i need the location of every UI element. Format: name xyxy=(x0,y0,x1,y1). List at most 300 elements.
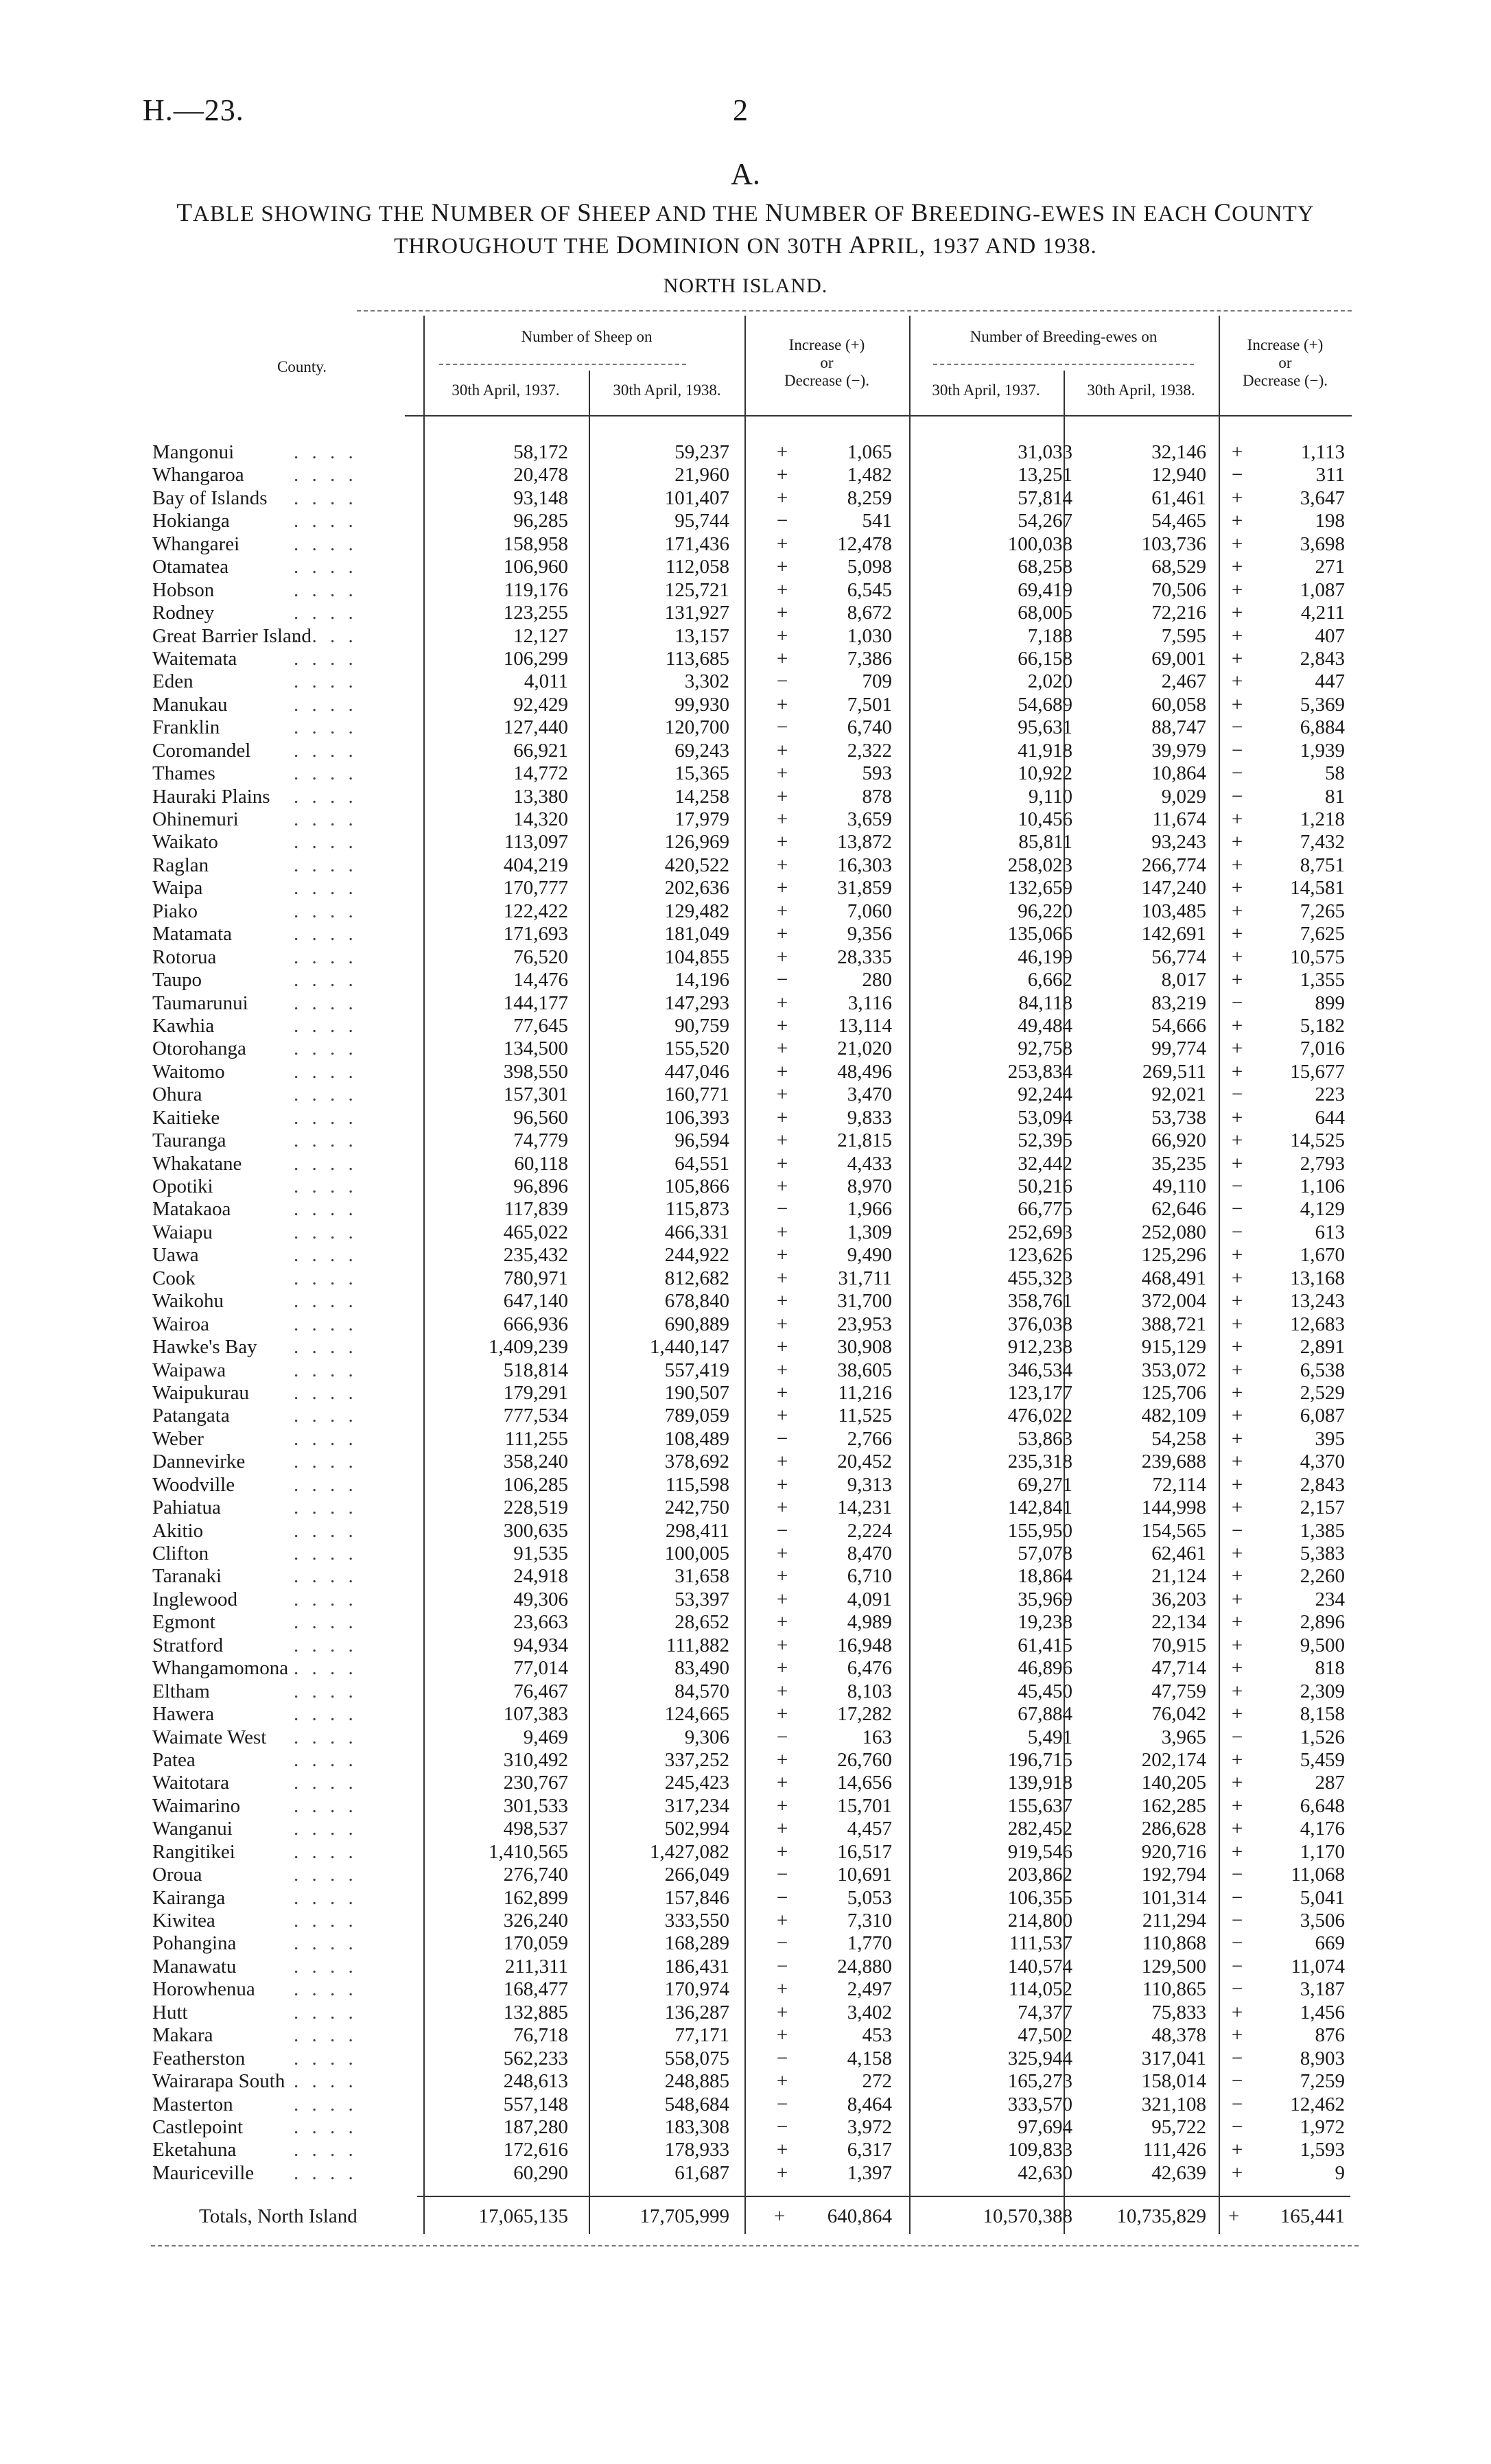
leader-dots: . . . . xyxy=(294,556,357,578)
sheep-1937: 144,177 xyxy=(503,992,568,1014)
sheep-change: 28,335 xyxy=(837,946,892,968)
sheep-change: 280 xyxy=(862,969,892,992)
table-row xyxy=(0,1887,1491,1910)
county-name: Waikato xyxy=(152,831,218,854)
sheep-1937: 66,921 xyxy=(513,739,568,762)
sheep-change: 1,770 xyxy=(847,1932,892,1955)
ewes-change-sign: + xyxy=(1231,1037,1243,1060)
sheep-change-sign: + xyxy=(776,831,788,854)
county-name: Hokianga xyxy=(152,510,230,532)
county-name: Whangaroa xyxy=(152,464,244,486)
sheep-change: 3,402 xyxy=(847,2001,892,2023)
leader-dots: . . . . xyxy=(294,1014,357,1037)
county-name: Waitemata xyxy=(152,647,237,670)
sheep-change-sign: − xyxy=(776,2047,788,2069)
ewes-change-sign: + xyxy=(1231,1290,1243,1313)
ewes-change-sign: + xyxy=(1231,969,1243,992)
table-row xyxy=(0,1910,1491,1932)
table-row xyxy=(0,625,1491,648)
ewes-1938: 11,674 xyxy=(1152,808,1206,830)
ewes-change-sign: + xyxy=(1231,1129,1243,1152)
ewes-1938: 47,759 xyxy=(1151,1680,1206,1702)
ewes-change: 58 xyxy=(1325,762,1345,785)
leader-dots: . . . . xyxy=(294,1703,357,1726)
sheep-1937: 12,127 xyxy=(513,624,568,647)
sheep-1937: 562,233 xyxy=(503,2047,568,2069)
county-name: Mauriceville xyxy=(152,2161,255,2184)
sheep-1937: 23,663 xyxy=(513,1611,568,1634)
ewes-change: 8,751 xyxy=(1300,854,1345,876)
ewes-1937: 140,574 xyxy=(1007,1955,1072,1978)
sheep-1938: 96,594 xyxy=(674,1129,729,1152)
county-name: Rotorua xyxy=(152,946,217,968)
sheep-change-sign: − xyxy=(776,1198,788,1221)
sheep-1938: 266,049 xyxy=(664,1864,729,1886)
totals-ewes-change: 165,441 xyxy=(1280,2205,1345,2227)
totals-sheep-change: 640,864 xyxy=(827,2205,892,2227)
sheep-change: 5,053 xyxy=(847,1886,892,1909)
leader-dots: . . . . xyxy=(294,1497,357,1519)
sheep-1937: 96,896 xyxy=(513,1175,568,1197)
leader-dots: . . . . xyxy=(294,624,357,647)
ewes-1937: 54,267 xyxy=(1018,510,1072,532)
sheep-1937: 127,440 xyxy=(503,716,568,739)
sheep-change: 26,760 xyxy=(837,1748,892,1771)
sheep-1938: 548,684 xyxy=(664,2093,729,2115)
sheep-1938: 244,922 xyxy=(664,1244,729,1267)
sheep-change: 3,972 xyxy=(847,2115,892,2138)
sheep-1938: 77,171 xyxy=(674,2024,729,2047)
ewes-1938: 162,285 xyxy=(1141,1794,1206,1817)
ewes-1937: 66,775 xyxy=(1018,1198,1072,1221)
sheep-change-sign: − xyxy=(776,2115,788,2138)
ewes-1937: 912,238 xyxy=(1007,1336,1072,1359)
sheep-1938: 101,407 xyxy=(664,486,729,509)
county-name: Waiapu xyxy=(152,1221,213,1243)
ewes-change-sign: − xyxy=(1231,716,1243,739)
ewes-change: 5,041 xyxy=(1300,1886,1345,1909)
ewes-change: 2,793 xyxy=(1300,1152,1345,1175)
sheep-1938: 248,885 xyxy=(664,2070,729,2093)
county-name: Castlepoint xyxy=(152,2115,244,2138)
sheep-1937: 76,520 xyxy=(513,946,568,968)
ewes-change: 9 xyxy=(1335,2161,1345,2184)
totals-sheep-1937: 17,065,135 xyxy=(478,2205,568,2227)
sheep-change-sign: + xyxy=(776,1497,788,1519)
sheep-change-sign: + xyxy=(776,1175,788,1197)
sheep-1938: 690,889 xyxy=(664,1313,729,1335)
table-row xyxy=(0,1841,1491,1864)
ewes-change-sign: + xyxy=(1231,1106,1243,1129)
sheep-1938: 136,287 xyxy=(664,2001,729,2023)
table-row xyxy=(0,1772,1491,1794)
sheep-change-sign: + xyxy=(776,900,788,922)
sheep-change-sign: + xyxy=(776,693,788,716)
ewes-change-sign: + xyxy=(1231,1336,1243,1359)
table-row xyxy=(0,1542,1491,1565)
sheep-1938: 115,873 xyxy=(665,1198,729,1221)
ewes-1937: 203,862 xyxy=(1007,1864,1072,1886)
ewes-1937: 114,052 xyxy=(1008,1978,1072,2001)
sheep-change-sign: + xyxy=(776,1381,788,1404)
sheep-1937: 170,777 xyxy=(503,877,568,900)
sheep-change: 1,482 xyxy=(847,464,892,486)
table-row xyxy=(0,2139,1491,2161)
ewes-1937: 46,896 xyxy=(1018,1657,1072,1680)
county-name: Pohangina xyxy=(152,1932,237,1955)
leader-dots: . . . . xyxy=(294,946,357,968)
ewes-change: 7,265 xyxy=(1300,900,1345,922)
sheep-1938: 3,302 xyxy=(684,670,729,693)
sheep-change: 16,303 xyxy=(837,854,892,876)
table-row xyxy=(0,969,1491,992)
county-name: Wanganui xyxy=(152,1818,233,1840)
ewes-1937: 66,158 xyxy=(1018,647,1072,670)
sheep-1937: 24,918 xyxy=(513,1565,568,1588)
sheep-change-sign: + xyxy=(776,2070,788,2093)
ewes-1937: 49,484 xyxy=(1018,1014,1072,1037)
leader-dots: . . . . xyxy=(294,1634,357,1656)
sheep-change: 16,517 xyxy=(837,1840,892,1863)
ewes-change: 1,939 xyxy=(1300,739,1345,762)
sheep-change-sign: + xyxy=(776,1634,788,1656)
leader-dots: . . . . xyxy=(294,2115,357,2138)
sheep-1938: 83,490 xyxy=(674,1657,729,1680)
county-name: Horowhenua xyxy=(152,1978,255,2001)
ewes-1937: 139,918 xyxy=(1007,1772,1072,1794)
ewes-change-sign: + xyxy=(1231,900,1243,922)
ewes-change-sign: − xyxy=(1231,1886,1243,1909)
county-name: Kaitieke xyxy=(152,1106,220,1129)
ewes-change-sign: + xyxy=(1231,1060,1243,1083)
ewes-change-sign: + xyxy=(1231,1359,1243,1381)
ewes-1937: 7,188 xyxy=(1027,624,1072,647)
ewes-change: 9,500 xyxy=(1300,1634,1345,1656)
sheep-change: 2,497 xyxy=(847,1978,892,2001)
ewes-change: 8,903 xyxy=(1300,2047,1345,2069)
sheep-change-sign: + xyxy=(776,1290,788,1313)
sheep-1938: 13,157 xyxy=(674,624,729,647)
sheep-1938: 53,397 xyxy=(674,1588,729,1610)
ewes-1937: 61,415 xyxy=(1018,1634,1072,1656)
ewes-1938: 286,628 xyxy=(1141,1818,1206,1840)
sheep-1937: 498,537 xyxy=(503,1818,568,1840)
ewes-1938: 95,722 xyxy=(1151,2115,1206,2138)
sheep-1938: 155,520 xyxy=(664,1037,729,1060)
ewes-1938: 103,736 xyxy=(1141,532,1206,555)
sheep-change: 8,470 xyxy=(847,1542,892,1564)
header-change-ewes: Increase (+) or Decrease (−). xyxy=(1242,336,1328,389)
caption-line-2: THROUGHOUT THE DOMINION ON 30TH APRIL, 1937 AND 1938. xyxy=(394,231,1097,259)
county-name: Oroua xyxy=(152,1864,202,1886)
ewes-1937: 74,377 xyxy=(1018,2001,1072,2023)
ewes-1937: 47,502 xyxy=(1018,2024,1072,2047)
county-name: Makara xyxy=(152,2024,213,2047)
sheep-1938: 181,049 xyxy=(664,923,729,946)
ewes-1937: 919,546 xyxy=(1007,1840,1072,1863)
ewes-change-sign: + xyxy=(1231,831,1243,854)
leader-dots: . . . . xyxy=(294,1657,357,1680)
sheep-1937: 106,299 xyxy=(503,647,568,670)
sheep-change: 4,457 xyxy=(847,1818,892,1840)
sheep-change: 31,700 xyxy=(837,1290,892,1313)
sheep-change-sign: + xyxy=(776,578,788,601)
totals-ewes-sign: + xyxy=(1228,2205,1240,2227)
sheep-1938: 112,058 xyxy=(665,556,729,578)
sheep-change: 9,356 xyxy=(847,923,892,946)
sheep-1938: 61,687 xyxy=(674,2161,729,2184)
table-row xyxy=(0,464,1491,486)
table-row xyxy=(0,1198,1491,1221)
table-row xyxy=(0,992,1491,1015)
sheep-1937: 117,839 xyxy=(504,1198,568,1221)
ewes-change: 2,891 xyxy=(1300,1336,1345,1359)
table-row xyxy=(0,740,1491,762)
leader-dots: . . . . xyxy=(294,2047,357,2069)
sheep-1937: 170,059 xyxy=(503,1932,568,1955)
ewes-1938: 47,714 xyxy=(1151,1657,1206,1680)
ewes-change-sign: − xyxy=(1231,1726,1243,1748)
county-name: Mangonui xyxy=(152,441,235,463)
section-letter: A. xyxy=(731,157,760,191)
leader-dots: . . . . xyxy=(294,716,357,739)
sheep-1937: 113,097 xyxy=(504,831,568,854)
ewes-1938: 211,294 xyxy=(1142,1910,1206,1932)
table-row xyxy=(0,1107,1491,1129)
table-row xyxy=(0,694,1491,716)
ewes-change-sign: + xyxy=(1231,1588,1243,1610)
sheep-1938: 129,482 xyxy=(664,900,729,922)
sheep-change: 30,908 xyxy=(837,1336,892,1359)
ewes-change-sign: + xyxy=(1231,647,1243,670)
ewes-change-sign: − xyxy=(1231,464,1243,486)
ewes-1937: 455,323 xyxy=(1007,1267,1072,1289)
ewes-change: 12,683 xyxy=(1290,1313,1345,1335)
ewes-1938: 62,646 xyxy=(1151,1198,1206,1221)
totals-rule xyxy=(417,2196,1350,2197)
leader-dots: . . . . xyxy=(294,1129,357,1152)
sheep-change-sign: + xyxy=(776,2161,788,2184)
sheep-change: 16,948 xyxy=(837,1634,892,1656)
table-row xyxy=(0,1313,1491,1336)
county-name: Kiwitea xyxy=(152,1910,215,1932)
ewes-1938: 192,794 xyxy=(1141,1864,1206,1886)
ewes-change-sign: + xyxy=(1231,2161,1243,2184)
sheep-change: 8,672 xyxy=(847,602,892,624)
leader-dots: . . . . xyxy=(294,1405,357,1427)
table-row xyxy=(0,1932,1491,1955)
county-name: Tauranga xyxy=(152,1129,226,1152)
sheep-change-sign: + xyxy=(776,1772,788,1794)
sheep-1937: 647,140 xyxy=(503,1290,568,1313)
sheep-change: 4,158 xyxy=(847,2047,892,2069)
county-name: Otamatea xyxy=(152,556,229,578)
totals-sheep-1938: 17,705,999 xyxy=(639,2205,729,2227)
ewes-change: 1,526 xyxy=(1300,1726,1345,1748)
county-name: Great Barrier Island xyxy=(152,624,312,647)
ewes-change: 407 xyxy=(1315,624,1345,647)
leader-dots: . . . . xyxy=(294,1818,357,1840)
table-row xyxy=(0,2002,1491,2024)
county-name: Wairoa xyxy=(152,1313,210,1335)
ewes-1938: 103,485 xyxy=(1141,900,1206,922)
leader-dots: . . . . xyxy=(294,2139,357,2161)
table-body xyxy=(0,441,1491,2185)
ewes-1938: 158,014 xyxy=(1141,2070,1206,2093)
sheep-1938: 131,927 xyxy=(664,602,729,624)
sheep-1937: 1,409,239 xyxy=(489,1336,568,1359)
sheep-change-sign: + xyxy=(776,556,788,578)
ewes-1937: 41,918 xyxy=(1018,739,1072,762)
ewes-change-sign: − xyxy=(1231,1864,1243,1886)
sheep-change-sign: + xyxy=(776,602,788,624)
sheep-change: 6,710 xyxy=(847,1565,892,1588)
ewes-change: 1,355 xyxy=(1300,969,1345,992)
county-name: Coromandel xyxy=(152,739,251,762)
leader-dots: . . . . xyxy=(294,1864,357,1886)
ewes-1937: 235,318 xyxy=(1007,1451,1072,1473)
sheep-1937: 96,285 xyxy=(513,510,568,532)
sheep-1938: 106,393 xyxy=(664,1106,729,1129)
header-sheep-group: Number of Sheep on xyxy=(521,328,653,345)
ewes-1938: 202,174 xyxy=(1141,1748,1206,1771)
ewes-change-sign: + xyxy=(1231,877,1243,900)
sheep-change-sign: + xyxy=(776,1221,788,1243)
sheep-1937: 777,534 xyxy=(503,1405,568,1427)
sheep-change: 4,091 xyxy=(847,1588,892,1610)
ewes-1937: 325,944 xyxy=(1007,2047,1072,2069)
table-row xyxy=(0,1290,1491,1313)
ewes-1937: 196,715 xyxy=(1007,1748,1072,1771)
ewes-change: 15,677 xyxy=(1290,1060,1345,1083)
sheep-1937: 300,635 xyxy=(503,1519,568,1542)
ewes-change: 13,168 xyxy=(1290,1267,1345,1289)
sheep-change-sign: − xyxy=(776,969,788,992)
leader-dots: . . . . xyxy=(294,1290,357,1313)
ewes-1938: 125,296 xyxy=(1141,1244,1206,1267)
leader-dots: . . . . xyxy=(294,1772,357,1794)
leader-dots: . . . . xyxy=(294,1037,357,1060)
header-ewes-group: Number of Breeding-ewes on xyxy=(970,328,1158,345)
table-row xyxy=(0,877,1491,900)
sheep-1938: 557,419 xyxy=(664,1359,729,1381)
sheep-change-sign: + xyxy=(776,1129,788,1152)
leader-dots: . . . . xyxy=(294,1588,357,1610)
ewes-1937: 96,220 xyxy=(1018,900,1072,922)
ewes-change-sign: + xyxy=(1231,1565,1243,1588)
sheep-change-sign: + xyxy=(776,1336,788,1359)
sheep-change: 2,224 xyxy=(847,1519,892,1542)
table-row xyxy=(0,1221,1491,1244)
sheep-change-sign: + xyxy=(776,1060,788,1083)
ewes-change-sign: − xyxy=(1231,992,1243,1014)
table-row xyxy=(0,1657,1491,1680)
sheep-change-sign: + xyxy=(776,1451,788,1473)
sheep-1937: 14,476 xyxy=(513,969,568,992)
sub-heading: NORTH ISLAND. xyxy=(663,274,828,297)
ewes-change: 1,670 xyxy=(1300,1244,1345,1267)
sheep-change: 10,691 xyxy=(837,1864,892,1886)
ewes-1938: 154,565 xyxy=(1141,1519,1206,1542)
table-row xyxy=(0,1978,1491,2001)
ewes-change: 6,087 xyxy=(1300,1405,1345,1427)
ewes-1938: 353,072 xyxy=(1141,1359,1206,1381)
ewes-change: 2,896 xyxy=(1300,1611,1345,1634)
county-name: Whangamomona xyxy=(152,1657,289,1680)
leader-dots: . . . . xyxy=(294,486,357,509)
ewes-change-sign: + xyxy=(1231,1794,1243,1817)
ewes-change: 3,698 xyxy=(1300,532,1345,555)
table-row xyxy=(0,1611,1491,1634)
sheep-change: 23,953 xyxy=(837,1313,892,1335)
ewes-change: 2,843 xyxy=(1300,1473,1345,1496)
ewes-1938: 10,864 xyxy=(1151,762,1206,785)
ewes-change: 5,383 xyxy=(1300,1542,1345,1564)
sheep-change-sign: + xyxy=(776,1106,788,1129)
sheep-change-sign: − xyxy=(776,1886,788,1909)
leader-dots: . . . . xyxy=(294,1565,357,1588)
ewes-change-sign: + xyxy=(1231,1772,1243,1794)
sheep-1937: 58,172 xyxy=(513,441,568,463)
ewes-1938: 110,868 xyxy=(1142,1932,1206,1955)
ewes-change: 11,068 xyxy=(1291,1864,1345,1886)
sheep-1937: 187,280 xyxy=(503,2115,568,2138)
header-sub-rule-sheep xyxy=(439,364,686,365)
table-row xyxy=(0,2093,1491,2116)
sheep-change-sign: + xyxy=(776,1840,788,1863)
table-row xyxy=(0,556,1491,578)
ewes-change: 2,309 xyxy=(1300,1680,1345,1702)
sheep-1937: 301,533 xyxy=(503,1794,568,1817)
ewes-change-sign: + xyxy=(1231,2001,1243,2023)
ewes-1938: 93,243 xyxy=(1151,831,1206,854)
table-row xyxy=(0,1565,1491,1588)
sheep-1938: 202,636 xyxy=(664,877,729,900)
ewes-1938: 129,500 xyxy=(1141,1955,1206,1978)
table-row xyxy=(0,670,1491,693)
leader-dots: . . . . xyxy=(294,1427,357,1450)
county-name: Uawa xyxy=(152,1244,199,1267)
leader-dots: . . . . xyxy=(294,2070,357,2093)
sheep-change-sign: + xyxy=(776,2024,788,2047)
leader-dots: . . . . xyxy=(294,1473,357,1496)
county-name: Bay of Islands xyxy=(152,486,268,509)
sheep-1938: 108,489 xyxy=(664,1427,729,1450)
leader-dots: . . . . xyxy=(294,670,357,693)
ewes-1937: 45,450 xyxy=(1018,1680,1072,1702)
sheep-1938: 105,866 xyxy=(664,1175,729,1197)
county-name: Rodney xyxy=(152,602,215,624)
ewes-change: 4,211 xyxy=(1300,602,1345,624)
ewes-1937: 50,216 xyxy=(1018,1175,1072,1197)
table-row xyxy=(0,602,1491,624)
leader-dots: . . . . xyxy=(294,1106,357,1129)
ewes-change-sign: + xyxy=(1231,1152,1243,1175)
ewes-change: 3,187 xyxy=(1300,1978,1345,2001)
ewes-1937: 92,244 xyxy=(1018,1083,1072,1106)
county-name: Masterton xyxy=(152,2093,233,2115)
county-name: Taranaki xyxy=(152,1565,222,1588)
county-name: Eketahuna xyxy=(152,2139,237,2161)
table-row xyxy=(0,1153,1491,1175)
sheep-1938: 157,846 xyxy=(664,1886,729,1909)
sheep-change-sign: + xyxy=(776,762,788,785)
sheep-1937: 91,535 xyxy=(513,1542,568,1564)
county-name: Franklin xyxy=(152,716,220,739)
sheep-change: 11,525 xyxy=(838,1405,892,1427)
ewes-1938: 321,108 xyxy=(1141,2093,1206,2115)
ewes-change: 12,462 xyxy=(1290,2093,1345,2115)
